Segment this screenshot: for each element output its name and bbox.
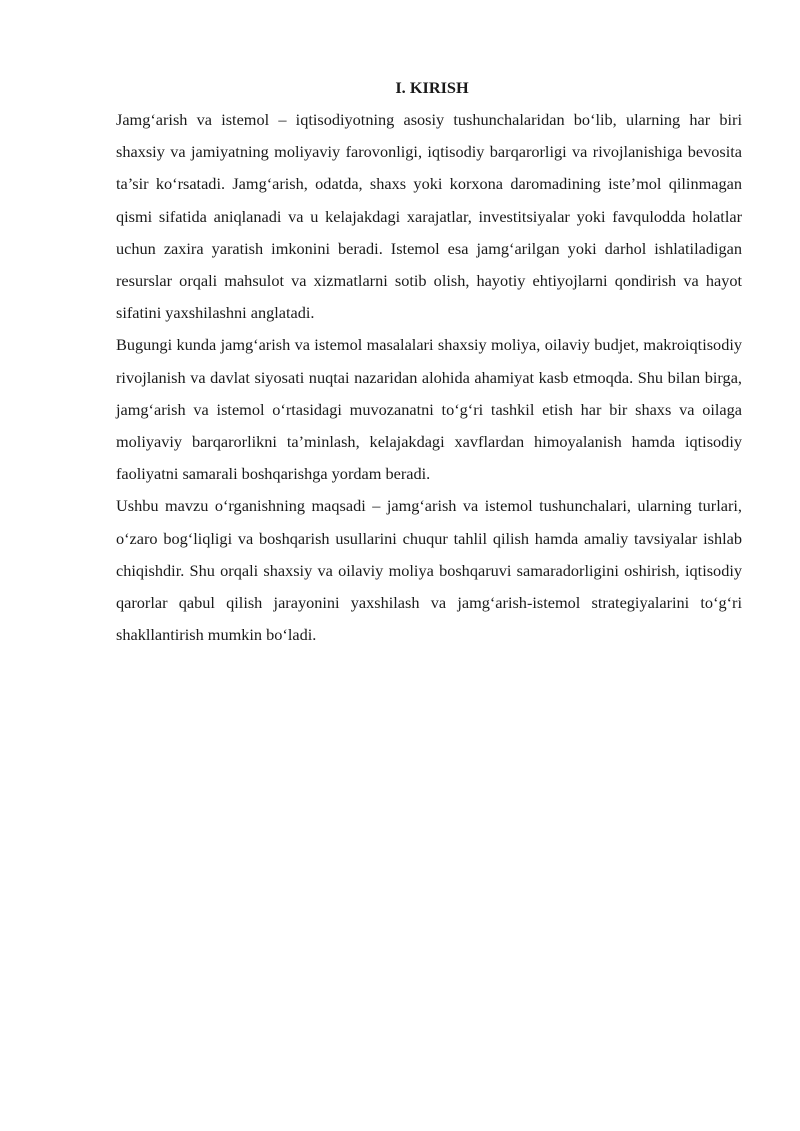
paragraph-2: Bugungi kunda jamg‘arish va istemol masalalari shaxsiy moliya, oilaviy budjet, makroiqtisodiy rivojlanish va davlat siyosati nuqtai nazaridan alohida ahamiyat kasb etmoqda. Shu bilan birga, jamg‘arish va istemol o‘rtasidagi muvozanatni to‘g‘ri tashkil etish har bir shaxs va oilaga moliyaviy barqarorlikni ta’minlash, kelajakdagi xavflardan himoyalanish hamda iqtisodiy faoliyatni samarali boshqarishga yordam beradi. [116,335,742,484]
document-page [116,72,742,651]
section-heading: I. KIRISH [395,78,469,97]
paragraph-1: Jamg‘arish va istemol – iqtisodiyotning asosiy tushunchalaridan bo‘lib, ularning har biri shaxsiy va jamiyatning moliyaviy farovonligi, iqtisodiy barqarorligi va rivojlanishiga bevosita ta’sir ko‘rsatadi. Jamg‘arish, odatda, shaxs yoki korxona daromadining iste’mol qilinmagan qismi sifatida aniqlanadi va u kelajakdagi xarajatlar, investitsiyalar yoki favqulodda holatlar uchun zaxira yaratish imkonini beradi. Istemol esa jamg‘arilgan yoki darhol ishlatiladigan resurslar orqali mahsulot va xizmatlarni sotib olish, hayotiy ehtiyojlarni qondirish va hayot sifatini yaxshilashni anglatadi. [116,110,742,323]
paragraph-3: Ushbu mavzu o‘rganishning maqsadi – jamg‘arish va istemol tushunchalari, ularning turlari, o‘zaro bog‘liqligi va boshqarish usullarini chuqur tahlil qilish hamda amaliy tavsiyalar ishlab chiqishdir. Shu orqali shaxsiy va oilaviy moliya boshqaruvi samaradorligini oshirish, iqtisodiy qarorlar qabul qilish jarayonini yaxshilash va jamg‘arish-istemol strategiyalarini to‘g‘ri shakllantirish mumkin bo‘ladi. [116,496,742,645]
